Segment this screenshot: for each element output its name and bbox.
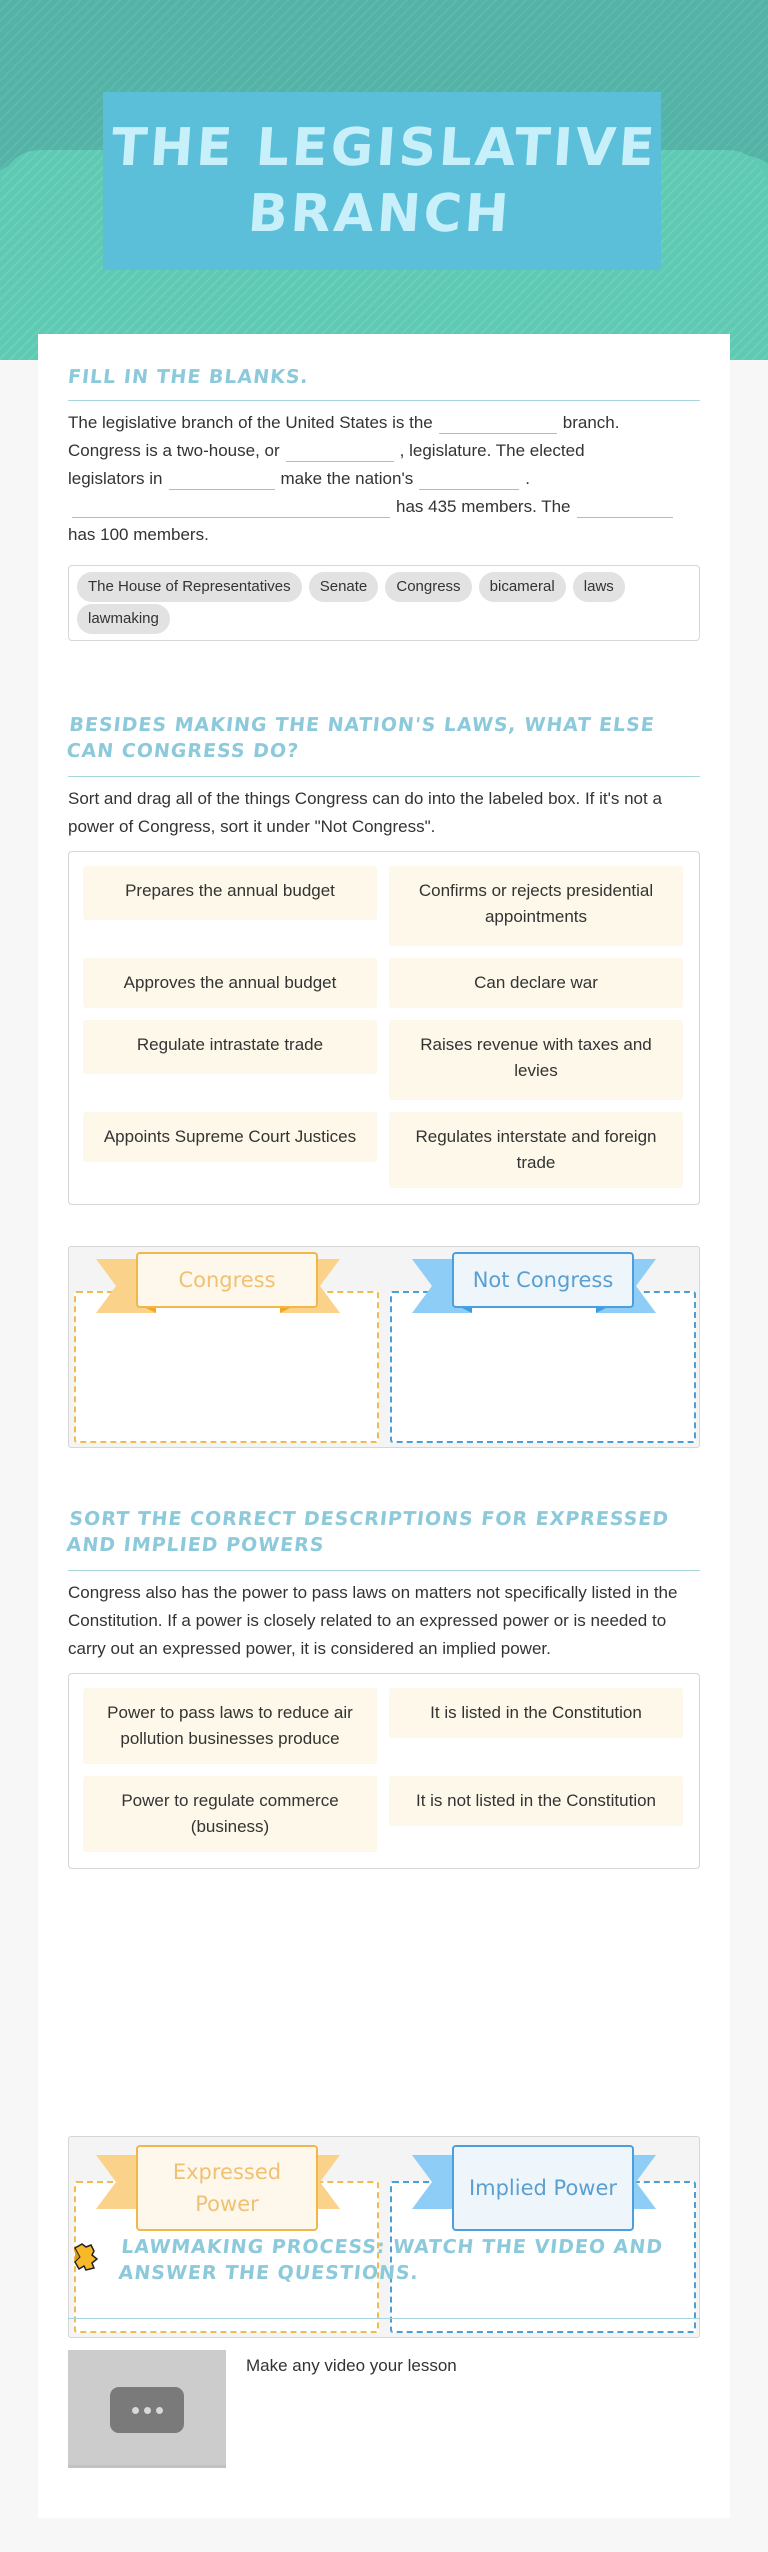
sortable-items-box [68, 1673, 700, 1869]
puzzle-piece-icon [72, 2242, 98, 2272]
text-segment: , legislature. The elected [399, 441, 585, 460]
category-label-implied: Implied Power [452, 2145, 634, 2231]
instructions-text: Sort and drag all of the things Congress can do into the labeled box. If it's not a power of Congress, sort it under "Not Congress". [68, 789, 662, 836]
draggable-item[interactable]: Appoints Supreme Court Justices [83, 1112, 377, 1162]
text-segment: branch. [562, 413, 620, 432]
drop-zone-congress[interactable] [74, 1291, 379, 1443]
blank-input-1[interactable] [439, 416, 557, 434]
blank-input-4[interactable] [419, 472, 519, 490]
video-play-icon[interactable] [110, 2387, 184, 2433]
word-chip[interactable]: Congress [385, 572, 471, 602]
category-label-not-congress: Not Congress [452, 1252, 634, 1308]
text-segment: make the nation's [280, 469, 414, 488]
dot [156, 2407, 163, 2414]
divider [68, 400, 700, 401]
divider [68, 1570, 700, 1571]
section-heading: FILL IN THE BLANKS. [66, 366, 310, 388]
divider [68, 776, 700, 777]
divider-wrap [68, 2318, 700, 2319]
section-heading: SORT THE CORRECT DESCRIPTIONS FOR EXPRESSED AND IMPLIED POWERS [65, 1508, 671, 1556]
text-segment: legislators in [68, 469, 163, 488]
video-thumbnail[interactable] [68, 2350, 226, 2468]
congress-powers-section [65, 712, 700, 1205]
video-caption: Make any video your lesson [246, 2356, 457, 2375]
fill-blanks-section [68, 364, 700, 641]
word-chip[interactable]: The House of Representatives [77, 572, 302, 602]
draggable-item[interactable]: Power to regulate commerce (business) [83, 1776, 377, 1852]
draggable-item[interactable]: Prepares the annual budget [83, 866, 377, 920]
word-chip[interactable]: bicameral [479, 572, 566, 602]
draggable-item[interactable]: Regulate intrastate trade [83, 1020, 377, 1074]
text-segment: . [525, 469, 530, 488]
text-segment: has 100 members. [68, 525, 209, 544]
text-segment: Congress is a two-house, or [68, 441, 280, 460]
dot [132, 2407, 139, 2414]
worksheet-card [38, 334, 730, 2518]
drop-zones-congress [68, 1246, 700, 1448]
word-chip[interactable]: laws [573, 572, 625, 602]
title-box [103, 92, 661, 270]
category-label-congress: Congress [136, 1252, 318, 1308]
draggable-item[interactable]: Approves the annual budget [83, 958, 377, 1008]
page-title: THE LEGISLATIVE BRANCH [109, 118, 660, 244]
word-chip[interactable]: Senate [309, 572, 379, 602]
dot [144, 2407, 151, 2414]
draggable-item[interactable]: Power to pass laws to reduce air pollution businesses produce [83, 1688, 377, 1764]
draggable-item[interactable]: Confirms or rejects presidential appointments [389, 866, 683, 946]
word-bank [68, 565, 700, 641]
draggable-item[interactable]: Can declare war [389, 958, 683, 1008]
section-heading: LAWMAKING PROCESS: WATCH THE VIDEO AND ANSWER THE QUESTIONS. [117, 2236, 665, 2284]
draggable-item[interactable]: It is not listed in the Constitution [389, 1776, 683, 1826]
category-label-expressed: Expressed Power [136, 2145, 318, 2231]
draggable-item[interactable]: Regulates interstate and foreign trade [389, 1112, 683, 1188]
section-heading: BESIDES MAKING THE NATION'S LAWS, WHAT ELSE CAN CONGRESS DO? [65, 714, 656, 762]
blank-input-5[interactable] [72, 500, 390, 518]
draggable-item[interactable]: It is listed in the Constitution [389, 1688, 683, 1738]
blank-input-3[interactable] [169, 472, 275, 490]
blank-input-2[interactable] [286, 444, 394, 462]
drop-zone-not-congress[interactable] [390, 1291, 696, 1443]
sortable-items-box [68, 851, 700, 1205]
lawmaking-section [68, 2234, 700, 2286]
fill-blanks-paragraph [68, 409, 700, 549]
draggable-item[interactable]: Raises revenue with taxes and levies [389, 1020, 683, 1100]
text-segment: The legislative branch of the United States is the [68, 413, 433, 432]
divider [68, 2318, 700, 2319]
text-segment: has 435 members. The [396, 497, 571, 516]
header-banner [0, 0, 768, 360]
instructions-text: Congress also has the power to pass laws on matters not specifically listed in the Constitution. If a power is closely related to an expressed power or is needed to carry out an expressed power, it is considered an implied power. [68, 1583, 678, 1658]
blank-input-6[interactable] [577, 500, 673, 518]
word-chip[interactable]: lawmaking [77, 604, 170, 634]
expressed-implied-section [65, 1506, 700, 1869]
